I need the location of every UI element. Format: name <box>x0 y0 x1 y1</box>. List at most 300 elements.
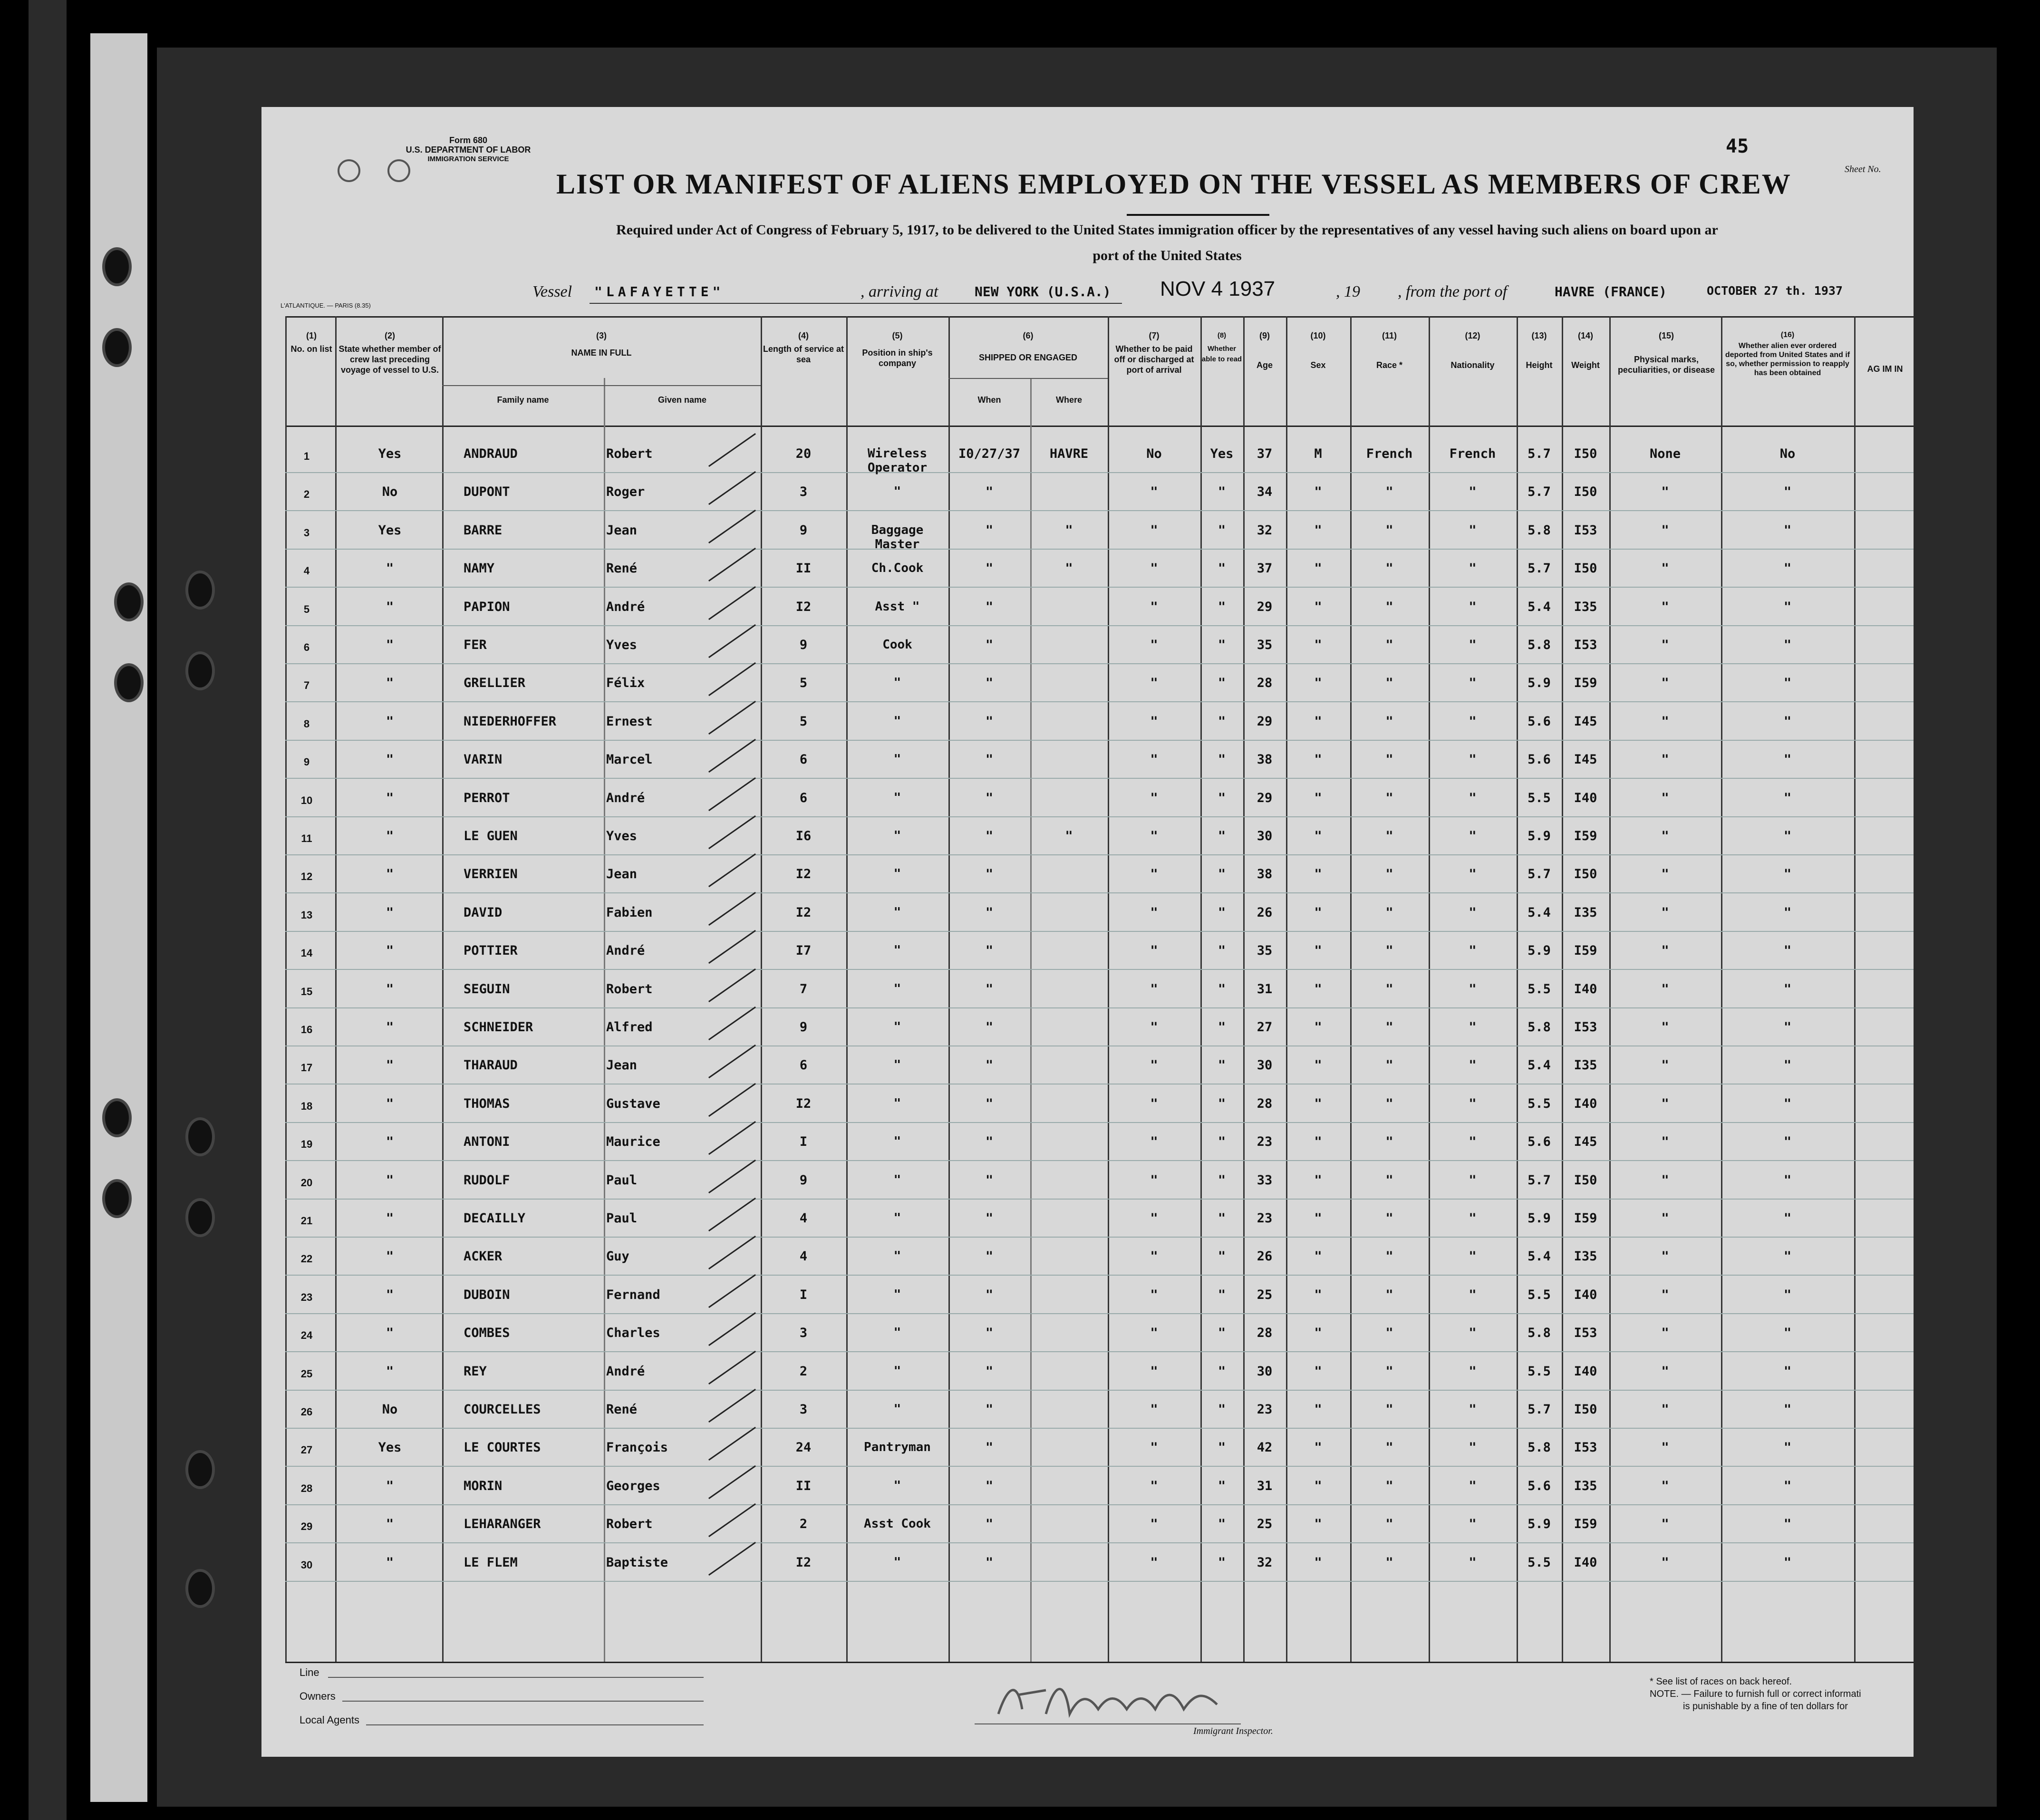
cell-nationality: " <box>1469 981 1477 997</box>
cell-position-line1: " <box>893 714 901 728</box>
cell-given: Robert <box>606 446 653 461</box>
cell-family: RUDOLF <box>464 1172 510 1188</box>
header-height: (13) Height <box>1526 331 1553 370</box>
row-number: 28 <box>300 1482 313 1494</box>
cell-prev: " <box>386 561 394 576</box>
cell-marks: " <box>1661 1058 1669 1073</box>
cell-paid: " <box>1150 1440 1158 1455</box>
cell-age: 23 <box>1257 1211 1273 1226</box>
cell-when: " <box>985 867 994 882</box>
cell-age: 31 <box>1257 981 1273 997</box>
row-number: 27 <box>300 1444 313 1456</box>
cell-prev: " <box>386 714 394 729</box>
cell-position-line2: Master <box>875 537 920 552</box>
cell-race: " <box>1385 1134 1393 1150</box>
page-title: LIST OR MANIFEST OF ALIENS EMPLOYED ON THE VESSEL AS MEMBERS OF CREW <box>556 168 1791 200</box>
cell-nationality: " <box>1469 1402 1477 1417</box>
cell-given: Charles <box>606 1326 660 1341</box>
cell-height: 5.7 <box>1528 561 1551 576</box>
cell-marks: " <box>1661 752 1669 767</box>
cell-nationality: " <box>1469 752 1477 767</box>
cell-given: François <box>606 1440 668 1455</box>
cell-position-line1: " <box>893 1172 901 1187</box>
printer-mark: L'ATLANTIQUE. — PARIS (8.35) <box>280 302 371 309</box>
vessel-label: Vessel <box>532 283 572 300</box>
cell-marks: " <box>1661 1096 1669 1111</box>
cell-marks: " <box>1661 1478 1669 1493</box>
cell-given: Jean <box>606 523 638 538</box>
cell-family: DAVID <box>464 905 503 920</box>
cell-position-line1: " <box>893 752 901 767</box>
cell-service: 4 <box>799 1211 808 1226</box>
cell-nationality: " <box>1469 1020 1477 1035</box>
title-underline <box>1127 214 1269 216</box>
cell-service: 3 <box>799 484 808 500</box>
cell-service: 9 <box>799 1020 808 1035</box>
cell-marks: " <box>1661 1555 1669 1570</box>
cell-position <box>846 561 948 575</box>
cell-nationality: " <box>1469 905 1477 920</box>
cell-read: Yes <box>1210 446 1234 461</box>
cell-marks: " <box>1661 905 1669 920</box>
departure-port: HAVRE (FRANCE) <box>1555 284 1667 300</box>
cell-weight: I45 <box>1574 714 1597 729</box>
cell-when: " <box>985 1058 994 1073</box>
cell-nationality: " <box>1469 561 1477 576</box>
cell-prev: " <box>386 981 394 997</box>
cell-service: I2 <box>795 867 812 882</box>
cell-position <box>846 1479 948 1493</box>
cell-position <box>846 752 948 766</box>
cell-when: I0/27/37 <box>958 446 1021 461</box>
binder-hole <box>185 651 215 690</box>
table-row <box>261 970 1914 1008</box>
cell-family: REY <box>464 1364 487 1379</box>
table-row <box>261 1046 1914 1084</box>
cell-deported: " <box>1783 676 1792 691</box>
cell-sex: " <box>1314 1326 1322 1341</box>
arrival-port: NEW YORK (U.S.A.) <box>975 284 1111 300</box>
cell-age: 32 <box>1257 1555 1273 1570</box>
cell-when: " <box>985 523 994 538</box>
cell-position-line1: " <box>893 1211 901 1225</box>
header-able-to-read: (8) Whether able to read <box>1201 331 1242 363</box>
cell-when: " <box>985 752 994 767</box>
cell-marks: " <box>1661 1402 1669 1417</box>
cell-nationality: " <box>1469 1555 1477 1570</box>
cell-paid: " <box>1150 1555 1158 1570</box>
cell-given: Roger <box>606 484 645 500</box>
cell-paid: " <box>1150 867 1158 882</box>
cell-deported: " <box>1783 1364 1792 1379</box>
header-when: When <box>977 395 1001 405</box>
cell-when: " <box>985 714 994 729</box>
cell-height: 5.6 <box>1528 1478 1551 1493</box>
cell-prev: " <box>386 1287 394 1302</box>
row-number: 4 <box>303 565 310 577</box>
cell-given: René <box>606 1402 638 1417</box>
cell-prev: " <box>386 599 394 614</box>
cell-height: 5.5 <box>1528 1555 1551 1570</box>
cell-family: DUPONT <box>464 484 510 500</box>
form-service: IMMIGRATION SERVICE <box>427 155 509 163</box>
cell-given: Alfred <box>606 1020 653 1035</box>
cell-sex: " <box>1314 484 1322 500</box>
cell-race: " <box>1385 1478 1393 1493</box>
cell-height: 5.8 <box>1528 523 1551 538</box>
cell-race: " <box>1385 752 1393 767</box>
binder-strip <box>29 0 67 1820</box>
table-bottom-rule <box>285 1662 1914 1663</box>
row-number: 19 <box>300 1138 313 1151</box>
cell-position-line1: Baggage <box>871 523 924 537</box>
table-row <box>261 1353 1914 1391</box>
cell-when: " <box>985 484 994 500</box>
header-truncated: AG IM IN <box>1867 364 1903 374</box>
cell-paid: " <box>1150 638 1158 652</box>
cell-race: " <box>1385 1058 1393 1073</box>
cell-deported: " <box>1783 1172 1792 1188</box>
cell-age: 25 <box>1257 1517 1273 1532</box>
cell-sex: " <box>1314 1478 1322 1493</box>
cell-nationality: French <box>1449 446 1496 461</box>
form-identifier <box>390 136 547 164</box>
cell-sex: " <box>1314 1211 1322 1226</box>
cell-deported: " <box>1783 867 1792 882</box>
cell-nationality: " <box>1469 943 1477 958</box>
table-row <box>261 473 1914 511</box>
cell-position-line1: " <box>893 1402 901 1416</box>
cell-paid: " <box>1150 981 1158 997</box>
row-number: 3 <box>303 526 310 539</box>
cell-nationality: " <box>1469 1096 1477 1111</box>
cell-age: 37 <box>1257 446 1273 461</box>
cell-height: 5.8 <box>1528 1020 1551 1035</box>
row-number: 9 <box>303 756 310 768</box>
cell-height: 5.9 <box>1528 1211 1551 1226</box>
cell-deported: " <box>1783 981 1792 997</box>
cell-service: 3 <box>799 1326 808 1341</box>
cell-marks: " <box>1661 1249 1669 1264</box>
cell-paid: " <box>1150 905 1158 920</box>
cell-age: 23 <box>1257 1134 1273 1150</box>
cell-nationality: " <box>1469 1364 1477 1379</box>
cell-race: " <box>1385 1172 1393 1188</box>
arrival-date-stamp: NOV 4 1937 <box>1160 277 1276 300</box>
cell-family: THOMAS <box>464 1096 510 1111</box>
cell-given: André <box>606 599 645 614</box>
cell-family: POTTIER <box>464 943 518 958</box>
binder-hole <box>185 1117 215 1156</box>
cell-read: " <box>1218 1440 1226 1455</box>
cell-race: " <box>1385 905 1393 920</box>
cell-deported: " <box>1783 1096 1792 1111</box>
cell-marks: " <box>1661 981 1669 997</box>
cell-weight: I50 <box>1574 867 1597 882</box>
cell-position <box>846 982 948 996</box>
cell-race: " <box>1385 676 1393 691</box>
cell-position-line1: " <box>893 676 901 690</box>
footer-line-label: Line <box>300 1666 319 1678</box>
cell-age: 29 <box>1257 599 1273 614</box>
cell-read: " <box>1218 523 1226 538</box>
cell-when: " <box>985 561 994 576</box>
cell-service: 4 <box>799 1249 808 1264</box>
subtitle-line-2: port of the United States <box>1093 248 1242 263</box>
cell-deported: " <box>1783 638 1792 652</box>
cell-age: 27 <box>1257 1020 1273 1035</box>
cell-family: BARRE <box>464 523 503 538</box>
cell-family: SCHNEIDER <box>464 1020 533 1035</box>
cell-read: " <box>1218 1478 1226 1493</box>
cell-marks: " <box>1661 484 1669 500</box>
cell-position-line1: " <box>893 1555 901 1569</box>
name-subrule <box>442 385 761 386</box>
cell-sex: " <box>1314 1402 1322 1417</box>
cell-paid: " <box>1150 1517 1158 1532</box>
row-number: 30 <box>300 1559 313 1571</box>
cell-when: " <box>985 1326 994 1341</box>
table-row <box>261 1544 1914 1582</box>
cell-age: 26 <box>1257 1249 1273 1264</box>
cell-deported: No <box>1779 446 1796 461</box>
cell-prev: " <box>386 867 394 882</box>
cell-weight: I59 <box>1574 829 1597 843</box>
cell-paid: " <box>1150 714 1158 729</box>
cell-deported: " <box>1783 829 1792 843</box>
cell-nationality: " <box>1469 1211 1477 1226</box>
cell-race: " <box>1385 829 1393 843</box>
cell-paid: " <box>1150 829 1158 843</box>
binder-hole <box>102 247 132 286</box>
cell-family: SEGUIN <box>464 981 510 997</box>
cell-given: Jean <box>606 867 638 882</box>
cell-family: NAMY <box>464 561 495 576</box>
cell-age: 30 <box>1257 1364 1273 1379</box>
cell-nationality: " <box>1469 676 1477 691</box>
cell-nationality: " <box>1469 1134 1477 1150</box>
cell-deported: " <box>1783 1478 1792 1493</box>
cell-height: 5.9 <box>1528 1517 1551 1532</box>
cell-race: " <box>1385 1517 1393 1532</box>
header-length-of-service: (4) Length of service at sea <box>763 331 844 364</box>
cell-deported: " <box>1783 943 1792 958</box>
cell-marks: " <box>1661 867 1669 882</box>
cell-height: 5.8 <box>1528 1326 1551 1341</box>
cell-nationality: " <box>1469 1249 1477 1264</box>
header-physical-marks: (15) Physical marks, peculiarities, or disease <box>1617 331 1715 375</box>
cell-prev: " <box>386 1555 394 1570</box>
cell-service: I7 <box>795 943 812 958</box>
cell-marks: " <box>1661 1326 1669 1341</box>
cell-position <box>846 1288 948 1302</box>
cell-age: 34 <box>1257 484 1273 500</box>
cell-service: I6 <box>795 829 812 843</box>
cell-when: " <box>985 1402 994 1417</box>
cell-when: " <box>985 1172 994 1188</box>
cell-where: HAVRE <box>1049 446 1089 461</box>
header-given-name: Given name <box>657 395 707 405</box>
race-note: * See list of races on back hereof. <box>1650 1676 1792 1687</box>
cell-position <box>846 829 948 843</box>
cell-position-line1: " <box>893 1326 901 1340</box>
form-number: Form 680 <box>449 136 488 145</box>
cell-position-line1: " <box>893 484 901 499</box>
cell-sex: " <box>1314 1020 1322 1035</box>
cell-weight: I59 <box>1574 943 1597 958</box>
page-number: 45 <box>1726 136 1749 157</box>
cell-read: " <box>1218 752 1226 767</box>
cell-given: André <box>606 943 645 958</box>
cell-race: " <box>1385 714 1393 729</box>
cell-when: " <box>985 1134 994 1150</box>
cell-sex: " <box>1314 981 1322 997</box>
cell-height: 5.5 <box>1528 981 1551 997</box>
cell-read: " <box>1218 714 1226 729</box>
cell-position-line1: Wireless <box>867 446 928 461</box>
cell-read: " <box>1218 905 1226 920</box>
header-family-name: Family name <box>497 395 549 405</box>
cell-prev: " <box>386 1249 394 1264</box>
cell-family: ACKER <box>464 1249 503 1264</box>
cell-position <box>846 1249 948 1263</box>
cell-position-line1: " <box>893 981 901 996</box>
table-row <box>261 1505 1914 1543</box>
cell-prev: " <box>386 1517 394 1532</box>
from-label: , from the port of <box>1398 283 1508 300</box>
table-row <box>261 1162 1914 1200</box>
table-row <box>261 1314 1914 1352</box>
table-row <box>261 779 1914 817</box>
cell-weight: I40 <box>1574 981 1597 997</box>
table-row <box>261 855 1914 893</box>
cell-height: 5.7 <box>1528 867 1551 882</box>
arriving-label: , arriving at <box>860 283 938 300</box>
cell-paid: " <box>1150 523 1158 538</box>
cell-height: 5.6 <box>1528 714 1551 729</box>
cell-weight: I59 <box>1574 676 1597 691</box>
cell-read: " <box>1218 1326 1226 1341</box>
cell-height: 5.8 <box>1528 1440 1551 1455</box>
cell-given: André <box>606 790 645 805</box>
cell-marks: " <box>1661 790 1669 805</box>
cell-when: " <box>985 905 994 920</box>
cell-marks: " <box>1661 561 1669 576</box>
cell-position-line1: Cook <box>882 638 912 652</box>
binder-hole <box>185 571 215 610</box>
cell-given: Yves <box>606 638 638 652</box>
agents-field <box>366 1724 704 1725</box>
cell-deported: " <box>1783 1555 1792 1570</box>
cell-family: DUBOIN <box>464 1287 510 1302</box>
cell-sex: " <box>1314 561 1322 576</box>
row-number: 17 <box>300 1062 313 1074</box>
cell-given: Paul <box>606 1211 638 1226</box>
table-row <box>261 1429 1914 1467</box>
cell-position-line1: Ch.Cook <box>871 561 924 576</box>
cell-position <box>846 1517 948 1531</box>
cell-when: " <box>985 1096 994 1111</box>
cell-deported: " <box>1783 484 1792 500</box>
cell-paid: " <box>1150 1096 1158 1111</box>
cell-family: ANTONI <box>464 1134 510 1150</box>
manifest-page <box>261 107 1914 1757</box>
cell-height: 5.4 <box>1528 905 1551 920</box>
cell-nationality: " <box>1469 1517 1477 1532</box>
cell-given: Yves <box>606 829 638 843</box>
cell-sex: " <box>1314 638 1322 652</box>
row-number: 11 <box>301 833 312 844</box>
table-row <box>261 664 1914 702</box>
cell-read: " <box>1218 1020 1226 1035</box>
cell-family: FER <box>464 638 487 652</box>
cell-race: " <box>1385 638 1393 652</box>
cell-given: André <box>606 1364 645 1379</box>
cell-position-line1: " <box>893 1364 901 1378</box>
cell-deported: " <box>1783 1249 1792 1264</box>
vessel-name: "LAFAYETTE" <box>594 284 725 300</box>
cell-age: 23 <box>1257 1402 1273 1417</box>
binder-hole <box>102 1098 132 1137</box>
cell-height: 5.6 <box>1528 1134 1551 1150</box>
punch-hole <box>387 159 410 182</box>
cell-read: " <box>1218 981 1226 997</box>
cell-when: " <box>985 1517 994 1532</box>
cell-family: LE COURTES <box>464 1440 541 1455</box>
cell-height: 5.6 <box>1528 752 1551 767</box>
cell-weight: I35 <box>1574 599 1597 614</box>
cell-deported: " <box>1783 1287 1792 1302</box>
cell-sex: " <box>1314 1249 1322 1264</box>
cell-age: 42 <box>1257 1440 1273 1455</box>
cell-deported: " <box>1783 1326 1792 1341</box>
binder-hole <box>114 582 144 621</box>
cell-weight: I59 <box>1574 1517 1597 1532</box>
cell-read: " <box>1218 638 1226 652</box>
cell-sex: " <box>1314 676 1322 691</box>
cell-deported: " <box>1783 1058 1792 1073</box>
table-row <box>261 703 1914 741</box>
cell-marks: " <box>1661 676 1669 691</box>
cell-service: 24 <box>795 1440 812 1455</box>
cell-family: GRELLIER <box>464 676 526 691</box>
cell-family: PAPION <box>464 599 510 614</box>
cell-nationality: " <box>1469 1287 1477 1302</box>
cell-sex: " <box>1314 1287 1322 1302</box>
cell-position <box>846 1058 948 1072</box>
binder-hole <box>185 1450 215 1489</box>
cell-age: 38 <box>1257 867 1273 882</box>
header-bottom-rule <box>285 426 1914 427</box>
cell-read: " <box>1218 867 1226 882</box>
cell-when: " <box>985 1555 994 1570</box>
cell-race: " <box>1385 790 1393 805</box>
row-number: 25 <box>300 1367 313 1380</box>
form-department: U.S. DEPARTMENT OF LABOR <box>406 145 531 155</box>
cell-position <box>846 867 948 881</box>
footer-agents-label: Local Agents <box>300 1714 359 1726</box>
cell-position <box>846 446 948 475</box>
cell-prev: " <box>386 1326 394 1341</box>
cell-given: Ernest <box>606 714 653 729</box>
table-row <box>261 741 1914 779</box>
table-row <box>261 588 1914 626</box>
cell-prev: " <box>386 752 394 767</box>
cell-when: " <box>985 1478 994 1493</box>
row-number: 1 <box>303 450 310 462</box>
cell-read: " <box>1218 1555 1226 1570</box>
cell-nationality: " <box>1469 829 1477 843</box>
